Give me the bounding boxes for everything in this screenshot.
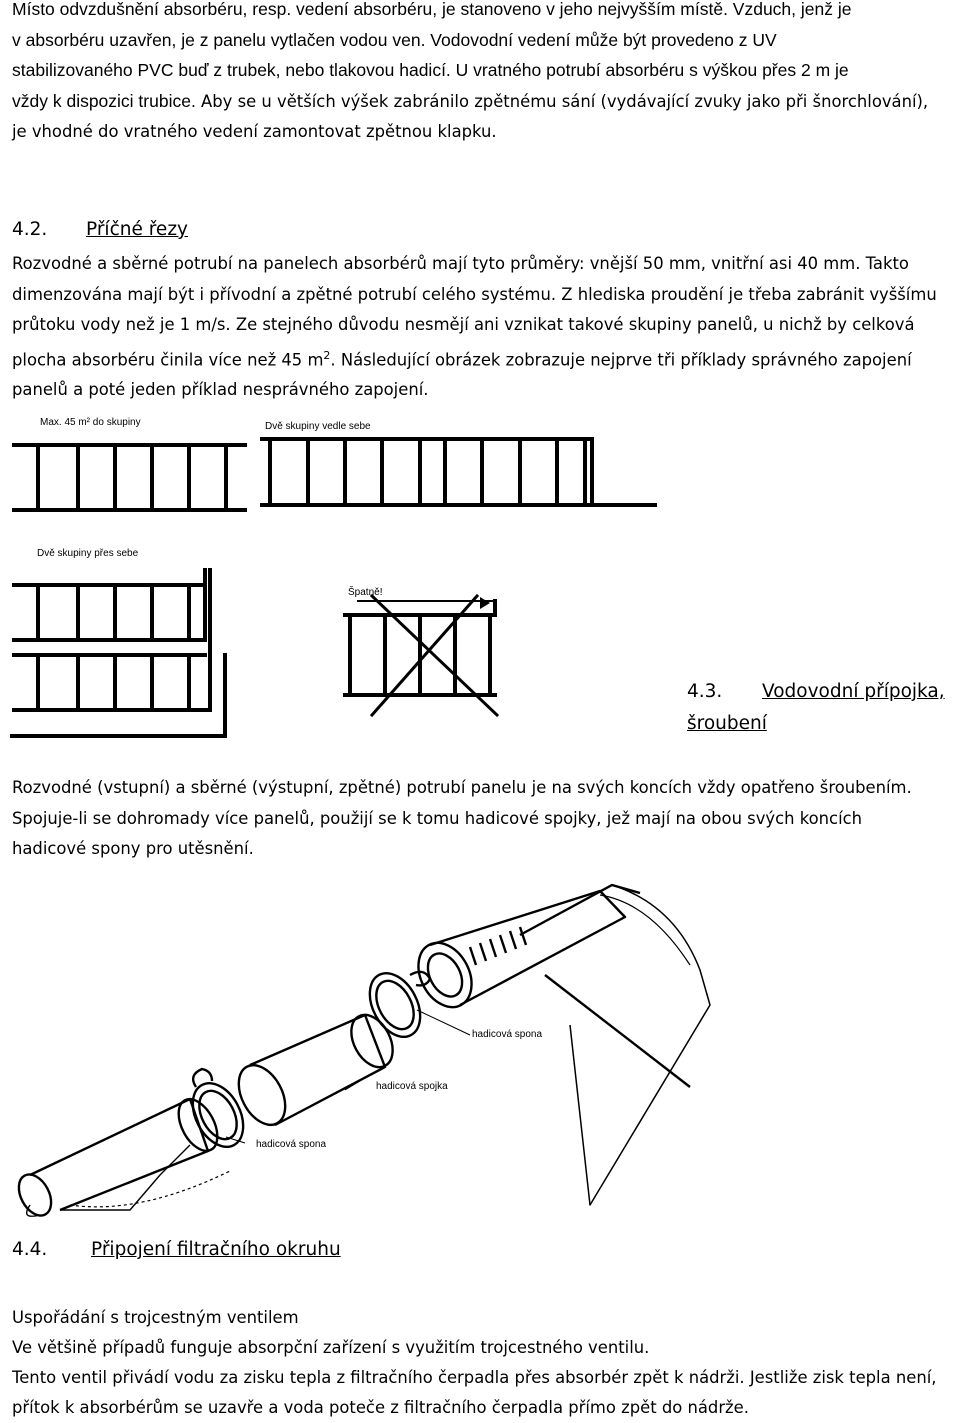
section-4-3-paragraph xyxy=(12,773,956,865)
section-4-4-paragraph xyxy=(12,1303,956,1423)
label-wrong: Špatně! xyxy=(348,587,383,598)
s44-subtitle: Uspořádání s trojcestným ventilem xyxy=(12,1308,299,1327)
flow-arrow-icon xyxy=(480,597,490,609)
s42-line-3: průtoku vody než je 1 m/s. Ze stejného důvodu nesmějí ani vznikat takové skupiny panelů, u nichž by celková xyxy=(12,315,915,334)
s44-line-3: přítok k absorbérům se uzavře a voda poteče z filtračního čerpadla přímo zpět do nádrže. xyxy=(12,1398,749,1417)
s42-line-4b: . Následující obrázek zobrazuje nejprve tři příklady správného zapojení xyxy=(330,349,912,369)
label-side-by-side: Dvě skupiny vedle sebe xyxy=(265,421,371,432)
s43-line-1: Rozvodné (vstupní) a sběrné (výstupní, zpětné) potrubí panelu je na svých koncích vždy opatřeno šroubením. xyxy=(12,778,912,797)
section-number: 4.2. xyxy=(12,219,48,240)
intro-line-4a: vždy k dispozici trubice. xyxy=(12,90,196,111)
hose-coupling-figure xyxy=(0,875,710,1215)
s44-line-2: Tento ventil přivádí vodu za zisku tepla z filtračního čerpadla přes absorbér zpět k nádrži. Jestliže zisk tepla není, xyxy=(12,1368,937,1387)
intro-line-4b: Aby se u větších výšek zabránilo zpětnému sání (vydávající zvuky jako při šnorchlování), xyxy=(195,91,929,111)
label-clamp-bottom: hadicová spona xyxy=(256,1139,327,1150)
section-number: 4.3. xyxy=(687,681,723,702)
section-title-part2: šroubení xyxy=(687,713,767,734)
s42-line-1: Rozvodné a sběrné potrubí na panelech absorbérů mají tyto průměry: vnější 50 mm, vnitřní asi 40 mm. Takto xyxy=(12,254,909,273)
section-4-3-heading xyxy=(687,676,957,740)
wrong-connection-diagram xyxy=(345,596,497,715)
s44-line-1: Ve většině případů funguje absorpční zařízení s využitím trojcestného ventilu. xyxy=(12,1338,650,1357)
s42-line-2: dimenzována mají být i přívodní a zpětné potrubí celého systému. Z hlediska proudění je třeba zabránit vyššímu xyxy=(12,284,937,304)
s42-line-5: panelů a poté jeden příklad nesprávného zapojení. xyxy=(12,380,429,400)
panel-connection-figure xyxy=(0,405,680,750)
label-clamp-top: hadicová spona xyxy=(472,1029,543,1040)
section-4-2-paragraph xyxy=(12,249,956,406)
label-max-group: Max. 45 m² do skupiny xyxy=(40,417,141,428)
intro-paragraph xyxy=(12,0,956,148)
single-group-diagram xyxy=(14,445,245,510)
superscript: 2 xyxy=(323,348,331,362)
section-title-part1: Vodovodní přípojka, xyxy=(762,681,945,702)
section-title: Příčné řezy xyxy=(86,219,188,240)
stacked-groups-diagram xyxy=(12,570,225,736)
intro-line-4 xyxy=(12,86,956,118)
section-4-2-heading xyxy=(12,218,188,242)
section-4-4-heading xyxy=(12,1238,341,1262)
intro-line-5: je vhodné do vratného vedení zamontovat zpětnou klapku. xyxy=(12,122,497,141)
label-stacked: Dvě skupiny přes sebe xyxy=(37,548,139,559)
section-number: 4.4. xyxy=(12,1239,48,1260)
label-coupling: hadicová spojka xyxy=(376,1081,448,1092)
s42-line-4 xyxy=(12,341,956,376)
section-title: Připojení filtračního okruhu xyxy=(91,1239,341,1260)
s42-line-4a: plocha absorbéru činila více než 45 m xyxy=(12,349,324,369)
side-by-side-diagram xyxy=(262,439,655,505)
s43-line-3: hadicové spony pro utěsnění. xyxy=(12,839,254,858)
intro-line-2: v absorbéru uzavřen, je z panelu vytlačen vodou ven. Vodovodní vedení může být provedeno z UV xyxy=(12,29,777,50)
intro-line-3: stabilizovaného PVC buď z trubek, nebo tlakovou hadicí. U vratného potrubí absorbéru s výškou přes 2 m je xyxy=(12,60,849,80)
s43-line-2: Spojuje-li se dohromady více panelů, použijí se k tomu hadicové spojky, jež mají na obou svých koncích xyxy=(12,808,863,828)
intro-line-1: Místo odvzdušnění absorbéru, resp. vedení absorbéru, je stanoveno v jeho nejvyšším místě. Vzduch, jenž je xyxy=(12,0,852,19)
